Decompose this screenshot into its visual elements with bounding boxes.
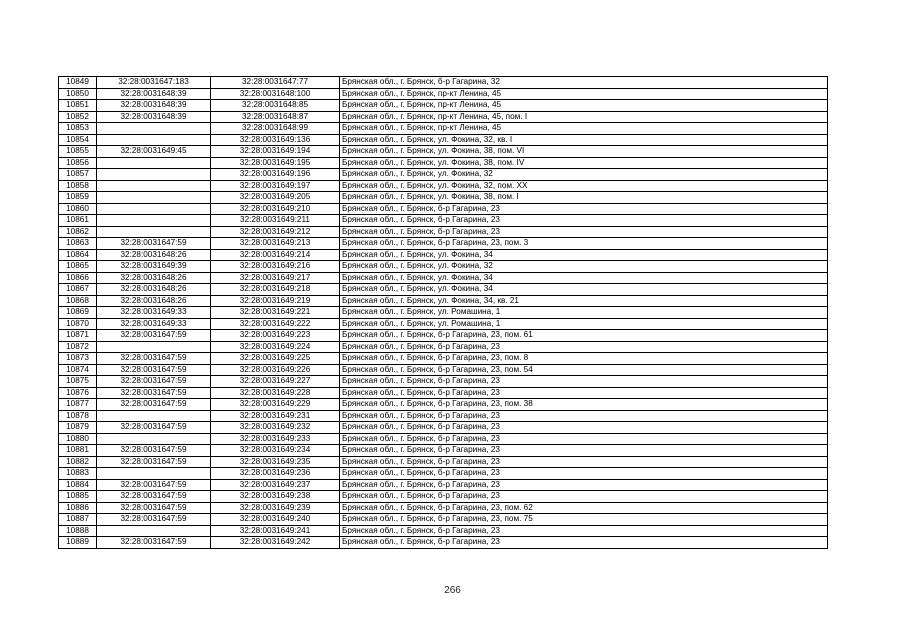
table-row <box>59 272 828 284</box>
address-cell: Брянская обл., г. Брянск, б-р Гагарина, 23 <box>340 387 828 399</box>
table-row <box>59 353 828 365</box>
row-number-cell: 10855 <box>59 146 97 158</box>
row-number-cell: 10871 <box>59 330 97 342</box>
cadastral-number-cell: 32:28:0031648:100 <box>211 88 340 100</box>
cadastral-number-cell: 32:28:0031649:226 <box>211 364 340 376</box>
table-row <box>59 502 828 514</box>
cadastral-number-cell: 32:28:0031649:229 <box>211 399 340 411</box>
table-row <box>59 307 828 319</box>
cadastral-number-cell: 32:28:0031649:205 <box>211 192 340 204</box>
parent-cadastral-number-cell <box>97 215 211 227</box>
parent-cadastral-number-cell: 32:28:0031648:26 <box>97 284 211 296</box>
row-number-cell: 10853 <box>59 123 97 135</box>
row-number-cell: 10877 <box>59 399 97 411</box>
row-number-cell: 10879 <box>59 422 97 434</box>
parent-cadastral-number-cell: 32:28:0031649:33 <box>97 318 211 330</box>
parent-cadastral-number-cell: 32:28:0031647:59 <box>97 456 211 468</box>
parent-cadastral-number-cell: 32:28:0031647:59 <box>97 364 211 376</box>
parent-cadastral-number-cell: 32:28:0031647:59 <box>97 353 211 365</box>
cadastral-number-cell: 32:28:0031649:224 <box>211 341 340 353</box>
address-cell: Брянская обл., г. Брянск, пр-кт Ленина, 45, пом. I <box>340 111 828 123</box>
cadastral-number-cell: 32:28:0031649:240 <box>211 514 340 526</box>
cadastral-number-cell: 32:28:0031649:194 <box>211 146 340 158</box>
parent-cadastral-number-cell: 32:28:0031647:59 <box>97 445 211 457</box>
parent-cadastral-number-cell: 32:28:0031647:59 <box>97 399 211 411</box>
parent-cadastral-number-cell: 32:28:0031647:59 <box>97 514 211 526</box>
address-cell: Брянская обл., г. Брянск, б-р Гагарина, 23, пом. 61 <box>340 330 828 342</box>
address-cell: Брянская обл., г. Брянск, ул. Фокина, 38, пом. VI <box>340 146 828 158</box>
table-row <box>59 376 828 388</box>
parent-cadastral-number-cell <box>97 525 211 537</box>
parent-cadastral-number-cell <box>97 134 211 146</box>
table-row <box>59 123 828 135</box>
address-cell: Брянская обл., г. Брянск, ул. Фокина, 38, пом. I <box>340 192 828 204</box>
parent-cadastral-number-cell: 32:28:0031647:59 <box>97 502 211 514</box>
cadastral-number-cell: 32:28:0031649:222 <box>211 318 340 330</box>
address-cell: Брянская обл., г. Брянск, пр-кт Ленина, 45 <box>340 100 828 112</box>
row-number-cell: 10884 <box>59 479 97 491</box>
address-cell: Брянская обл., г. Брянск, ул. Фокина, 34 <box>340 249 828 261</box>
table-row <box>59 537 828 549</box>
table-row <box>59 203 828 215</box>
row-number-cell: 10868 <box>59 295 97 307</box>
cadastral-number-cell: 32:28:0031649:237 <box>211 479 340 491</box>
table-row <box>59 134 828 146</box>
row-number-cell: 10875 <box>59 376 97 388</box>
cadastral-number-cell: 32:28:0031649:210 <box>211 203 340 215</box>
row-number-cell: 10889 <box>59 537 97 549</box>
parent-cadastral-number-cell: 32:28:0031647:59 <box>97 537 211 549</box>
cadastral-table-body <box>59 77 828 549</box>
cadastral-number-cell: 32:28:0031649:219 <box>211 295 340 307</box>
table-row <box>59 88 828 100</box>
cadastral-number-cell: 32:28:0031648:85 <box>211 100 340 112</box>
parent-cadastral-number-cell: 32:28:0031647:59 <box>97 376 211 388</box>
cadastral-number-cell: 32:28:0031649:241 <box>211 525 340 537</box>
address-cell: Брянская обл., г. Брянск, ул. Фокина, 32 <box>340 169 828 181</box>
cadastral-number-cell: 32:28:0031649:232 <box>211 422 340 434</box>
row-number-cell: 10887 <box>59 514 97 526</box>
cadastral-number-cell: 32:28:0031649:236 <box>211 468 340 480</box>
row-number-cell: 10883 <box>59 468 97 480</box>
table-row <box>59 215 828 227</box>
table-row <box>59 146 828 158</box>
cadastral-number-cell: 32:28:0031649:218 <box>211 284 340 296</box>
cadastral-number-cell: 32:28:0031649:231 <box>211 410 340 422</box>
address-cell: Брянская обл., г. Брянск, б-р Гагарина, 23 <box>340 422 828 434</box>
table-row <box>59 468 828 480</box>
address-cell: Брянская обл., г. Брянск, б-р Гагарина, 23 <box>340 341 828 353</box>
cadastral-number-cell: 32:28:0031649:233 <box>211 433 340 445</box>
cadastral-number-cell: 32:28:0031648:87 <box>211 111 340 123</box>
address-cell: Брянская обл., г. Брянск, ул. Фокина, 38, пом. IV <box>340 157 828 169</box>
address-cell: Брянская обл., г. Брянск, б-р Гагарина, 32 <box>340 77 828 89</box>
address-cell: Брянская обл., г. Брянск, ул. Фокина, 34 <box>340 284 828 296</box>
table-row <box>59 341 828 353</box>
row-number-cell: 10885 <box>59 491 97 503</box>
parent-cadastral-number-cell: 32:28:0031649:39 <box>97 261 211 273</box>
cadastral-number-cell: 32:28:0031649:216 <box>211 261 340 273</box>
address-cell: Брянская обл., г. Брянск, ул. Фокина, 32, кв. I <box>340 134 828 146</box>
table-row <box>59 514 828 526</box>
cadastral-number-cell: 32:28:0031649:211 <box>211 215 340 227</box>
address-cell: Брянская обл., г. Брянск, б-р Гагарина, 23, пом. 54 <box>340 364 828 376</box>
address-cell: Брянская обл., г. Брянск, б-р Гагарина, 23 <box>340 479 828 491</box>
row-number-cell: 10869 <box>59 307 97 319</box>
row-number-cell: 10886 <box>59 502 97 514</box>
page-number: 266 <box>444 585 461 596</box>
parent-cadastral-number-cell: 32:28:0031647:59 <box>97 330 211 342</box>
cadastral-number-cell: 32:28:0031648:99 <box>211 123 340 135</box>
table-row <box>59 261 828 273</box>
row-number-cell: 10852 <box>59 111 97 123</box>
address-cell: Брянская обл., г. Брянск, б-р Гагарина, 23 <box>340 537 828 549</box>
parent-cadastral-number-cell <box>97 468 211 480</box>
row-number-cell: 10880 <box>59 433 97 445</box>
row-number-cell: 10870 <box>59 318 97 330</box>
cadastral-number-cell: 32:28:0031649:234 <box>211 445 340 457</box>
parent-cadastral-number-cell: 32:28:0031647:59 <box>97 238 211 250</box>
parent-cadastral-number-cell <box>97 433 211 445</box>
cadastral-number-cell: 32:28:0031649:238 <box>211 491 340 503</box>
cadastral-number-cell: 32:28:0031649:214 <box>211 249 340 261</box>
parent-cadastral-number-cell: 32:28:0031647:59 <box>97 479 211 491</box>
parent-cadastral-number-cell <box>97 169 211 181</box>
row-number-cell: 10851 <box>59 100 97 112</box>
cadastral-number-cell: 32:28:0031649:227 <box>211 376 340 388</box>
cadastral-number-cell: 32:28:0031647:77 <box>211 77 340 89</box>
address-cell: Брянская обл., г. Брянск, ул. Ромашина, 1 <box>340 318 828 330</box>
row-number-cell: 10881 <box>59 445 97 457</box>
address-cell: Брянская обл., г. Брянск, б-р Гагарина, 23 <box>340 445 828 457</box>
row-number-cell: 10867 <box>59 284 97 296</box>
cadastral-number-cell: 32:28:0031649:223 <box>211 330 340 342</box>
row-number-cell: 10874 <box>59 364 97 376</box>
address-cell: Брянская обл., г. Брянск, б-р Гагарина, 23, пом. 3 <box>340 238 828 250</box>
address-cell: Брянская обл., г. Брянск, ул. Фокина, 34, кв. 21 <box>340 295 828 307</box>
address-cell: Брянская обл., г. Брянск, б-р Гагарина, 23 <box>340 376 828 388</box>
table-row <box>59 491 828 503</box>
address-cell: Брянская обл., г. Брянск, б-р Гагарина, 23 <box>340 410 828 422</box>
address-cell: Брянская обл., г. Брянск, б-р Гагарина, 23 <box>340 215 828 227</box>
cadastral-number-cell: 32:28:0031649:239 <box>211 502 340 514</box>
table-row <box>59 192 828 204</box>
cadastral-number-cell: 32:28:0031649:228 <box>211 387 340 399</box>
address-cell: Брянская обл., г. Брянск, б-р Гагарина, 23, пом. 62 <box>340 502 828 514</box>
table-row <box>59 77 828 89</box>
table-row <box>59 284 828 296</box>
row-number-cell: 10864 <box>59 249 97 261</box>
cadastral-number-cell: 32:28:0031649:225 <box>211 353 340 365</box>
table-row <box>59 295 828 307</box>
row-number-cell: 10861 <box>59 215 97 227</box>
table-row <box>59 169 828 181</box>
table-row <box>59 157 828 169</box>
cadastral-number-cell: 32:28:0031649:217 <box>211 272 340 284</box>
parent-cadastral-number-cell: 32:28:0031649:33 <box>97 307 211 319</box>
cadastral-number-cell: 32:28:0031649:212 <box>211 226 340 238</box>
parent-cadastral-number-cell <box>97 180 211 192</box>
address-cell: Брянская обл., г. Брянск, б-р Гагарина, 23, пом. 38 <box>340 399 828 411</box>
address-cell: Брянская обл., г. Брянск, б-р Гагарина, 23 <box>340 525 828 537</box>
row-number-cell: 10854 <box>59 134 97 146</box>
table-row <box>59 238 828 250</box>
row-number-cell: 10882 <box>59 456 97 468</box>
address-cell: Брянская обл., г. Брянск, ул. Фокина, 32, пом. XX <box>340 180 828 192</box>
table-row <box>59 422 828 434</box>
row-number-cell: 10873 <box>59 353 97 365</box>
address-cell: Брянская обл., г. Брянск, б-р Гагарина, 23 <box>340 433 828 445</box>
cadastral-number-cell: 32:28:0031649:195 <box>211 157 340 169</box>
table-row <box>59 100 828 112</box>
parent-cadastral-number-cell: 32:28:0031649:45 <box>97 146 211 158</box>
row-number-cell: 10860 <box>59 203 97 215</box>
row-number-cell: 10857 <box>59 169 97 181</box>
parent-cadastral-number-cell <box>97 192 211 204</box>
table-row <box>59 387 828 399</box>
table-row <box>59 479 828 491</box>
cadastral-number-cell: 32:28:0031649:235 <box>211 456 340 468</box>
parent-cadastral-number-cell <box>97 203 211 215</box>
table-row <box>59 456 828 468</box>
address-cell: Брянская обл., г. Брянск, б-р Гагарина, 23 <box>340 468 828 480</box>
parent-cadastral-number-cell: 32:28:0031648:26 <box>97 295 211 307</box>
table-row <box>59 525 828 537</box>
parent-cadastral-number-cell <box>97 341 211 353</box>
table-row <box>59 445 828 457</box>
row-number-cell: 10862 <box>59 226 97 238</box>
table-row <box>59 410 828 422</box>
table-row <box>59 364 828 376</box>
row-number-cell: 10876 <box>59 387 97 399</box>
cadastral-table <box>58 76 828 549</box>
address-cell: Брянская обл., г. Брянск, б-р Гагарина, 23 <box>340 226 828 238</box>
parent-cadastral-number-cell <box>97 123 211 135</box>
cadastral-number-cell: 32:28:0031649:197 <box>211 180 340 192</box>
cadastral-number-cell: 32:28:0031649:213 <box>211 238 340 250</box>
table-row <box>59 318 828 330</box>
table-row <box>59 249 828 261</box>
row-number-cell: 10856 <box>59 157 97 169</box>
parent-cadastral-number-cell: 32:28:0031648:39 <box>97 88 211 100</box>
parent-cadastral-number-cell: 32:28:0031648:26 <box>97 272 211 284</box>
parent-cadastral-number-cell: 32:28:0031647:59 <box>97 491 211 503</box>
parent-cadastral-number-cell <box>97 410 211 422</box>
table-row <box>59 399 828 411</box>
address-cell: Брянская обл., г. Брянск, б-р Гагарина, 23 <box>340 456 828 468</box>
row-number-cell: 10863 <box>59 238 97 250</box>
table-row <box>59 111 828 123</box>
parent-cadastral-number-cell <box>97 226 211 238</box>
address-cell: Брянская обл., г. Брянск, б-р Гагарина, 23 <box>340 491 828 503</box>
table-row <box>59 180 828 192</box>
row-number-cell: 10878 <box>59 410 97 422</box>
row-number-cell: 10858 <box>59 180 97 192</box>
parent-cadastral-number-cell: 32:28:0031648:39 <box>97 100 211 112</box>
address-cell: Брянская обл., г. Брянск, б-р Гагарина, 23, пом. 8 <box>340 353 828 365</box>
address-cell: Брянская обл., г. Брянск, б-р Гагарина, 23 <box>340 203 828 215</box>
parent-cadastral-number-cell: 32:28:0031647:183 <box>97 77 211 89</box>
address-cell: Брянская обл., г. Брянск, ул. Фокина, 34 <box>340 272 828 284</box>
row-number-cell: 10866 <box>59 272 97 284</box>
address-cell: Брянская обл., г. Брянск, пр-кт Ленина, 45 <box>340 123 828 135</box>
address-cell: Брянская обл., г. Брянск, ул. Ромашина, 1 <box>340 307 828 319</box>
row-number-cell: 10859 <box>59 192 97 204</box>
table-row <box>59 330 828 342</box>
parent-cadastral-number-cell <box>97 157 211 169</box>
table-row <box>59 433 828 445</box>
address-cell: Брянская обл., г. Брянск, пр-кт Ленина, 45 <box>340 88 828 100</box>
address-cell: Брянская обл., г. Брянск, ул. Фокина, 32 <box>340 261 828 273</box>
row-number-cell: 10849 <box>59 77 97 89</box>
parent-cadastral-number-cell: 32:28:0031647:59 <box>97 387 211 399</box>
row-number-cell: 10865 <box>59 261 97 273</box>
address-cell: Брянская обл., г. Брянск, б-р Гагарина, 23, пом. 75 <box>340 514 828 526</box>
table-row <box>59 226 828 238</box>
parent-cadastral-number-cell: 32:28:0031648:39 <box>97 111 211 123</box>
cadastral-number-cell: 32:28:0031649:136 <box>211 134 340 146</box>
cadastral-number-cell: 32:28:0031649:221 <box>211 307 340 319</box>
cadastral-number-cell: 32:28:0031649:242 <box>211 537 340 549</box>
parent-cadastral-number-cell: 32:28:0031647:59 <box>97 422 211 434</box>
row-number-cell: 10872 <box>59 341 97 353</box>
cadastral-number-cell: 32:28:0031649:196 <box>211 169 340 181</box>
parent-cadastral-number-cell: 32:28:0031648:26 <box>97 249 211 261</box>
row-number-cell: 10850 <box>59 88 97 100</box>
row-number-cell: 10888 <box>59 525 97 537</box>
